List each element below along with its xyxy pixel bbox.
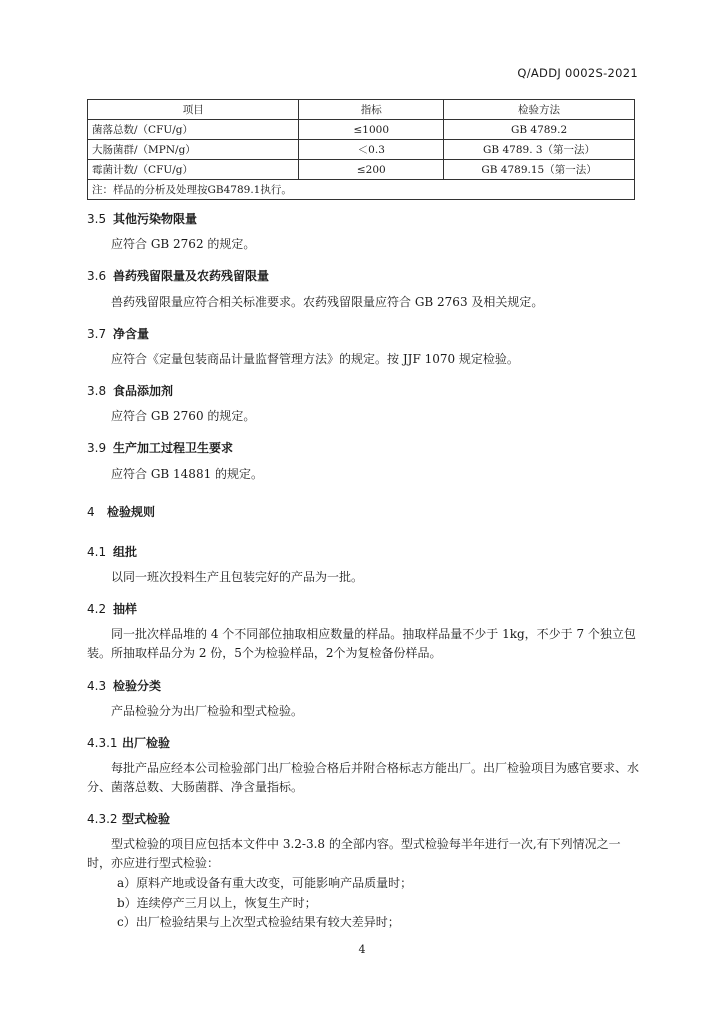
- section-heading-3-6: [87, 267, 269, 284]
- table-row: [88, 160, 635, 180]
- section-text-3-8: 应符合 GB 2760 的规定。: [111, 409, 256, 423]
- table-cell: ≤200: [299, 160, 444, 180]
- list-item: b）连续停产三月以上，恢复生产时；: [117, 896, 317, 910]
- table-cell: 菌落总数/（CFU/g）: [88, 120, 299, 140]
- table-cell: 大肠菌群/（MPN/g）: [88, 140, 299, 160]
- section-number: 4.3: [87, 679, 107, 693]
- table-note: 注：样品的分析及处理按GB4789.1执行。: [88, 180, 635, 200]
- section-text-4-3-1: 每批产品应经本公司检验部门出厂检验合格后并附合格标志方能出厂。出厂检验项目为感官要求、水分、菌落总数、大肠菌群、净含量指标。: [87, 761, 640, 794]
- table-header-cell: 项目: [88, 100, 299, 120]
- section-heading-4-3-1: [87, 734, 170, 751]
- table-header-row: [88, 100, 635, 120]
- section-heading-3-9: [87, 439, 233, 456]
- table-cell: 霉菌计数/（CFU/g）: [88, 160, 299, 180]
- table-header-cell: 指标: [299, 100, 444, 120]
- section-number: 3.7: [87, 327, 107, 341]
- table-cell: GB 4789. 3（第一法）: [444, 140, 635, 160]
- table-row: [88, 120, 635, 140]
- section-heading-3-8: [87, 382, 173, 399]
- section-text-3-9: 应符合 GB 14881 的规定。: [111, 467, 264, 481]
- table-cell: ≤1000: [299, 120, 444, 140]
- section-title: 其他污染物限量: [113, 212, 198, 226]
- section-title: 抽样: [113, 602, 138, 616]
- section-title: 生产加工过程卫生要求: [113, 441, 234, 455]
- section-number: 3.5: [87, 212, 107, 226]
- microbial-limits-table: [87, 99, 635, 200]
- section-heading-4-1: [87, 543, 137, 560]
- document-code: Q/ADDJ 0002S-2021: [517, 66, 638, 80]
- table-note-row: [88, 180, 635, 200]
- table-cell: ＜0.3: [299, 140, 444, 160]
- section-title: 检验规则: [107, 505, 156, 519]
- section-number: 4.2: [87, 602, 107, 616]
- section-number: 4.1: [87, 545, 107, 559]
- section-heading-3-5: [87, 210, 197, 227]
- section-heading-4-2: [87, 600, 137, 617]
- section-number: 3.6: [87, 269, 107, 283]
- section-title: 出厂检验: [122, 736, 171, 750]
- section-title: 净含量: [113, 327, 150, 341]
- section-text-4-3-2: 型式检验的项目应包括本文件中 3.2-3.8 的全部内容。型式检验每半年进行一次,有下列情况之一时，亦应进行型式检验：: [87, 837, 621, 870]
- section-text-3-7: 应符合《定量包装商品计量监督管理方法》的规定。按 JJF 1070 规定检验。: [111, 352, 519, 366]
- section-text-3-5: 应符合 GB 2762 的规定。: [111, 237, 256, 251]
- section-text-3-6: 兽药残留限量应符合相关标准要求。农药残留限量应符合 GB 2763 及相关规定。: [111, 295, 544, 309]
- section-text-4-3: 产品检验分为出厂检验和型式检验。: [111, 704, 304, 718]
- list-item: a）原料产地或设备有重大改变，可能影响产品质量时；: [117, 876, 413, 890]
- list-item: c）出厂检验结果与上次型式检验结果有较大差异时；: [117, 915, 400, 929]
- section-title: 检验分类: [113, 679, 162, 693]
- page-number: 4: [358, 943, 366, 956]
- section-title: 食品添加剂: [113, 384, 174, 398]
- table-row: [88, 140, 635, 160]
- section-number: 4.3.2: [87, 812, 118, 826]
- table-cell: GB 4789.15（第一法）: [444, 160, 635, 180]
- section-heading-4: [87, 503, 155, 520]
- section-heading-4-3: [87, 677, 161, 694]
- table-cell: GB 4789.2: [444, 120, 635, 140]
- section-title: 型式检验: [122, 812, 171, 826]
- section-number: 3.9: [87, 441, 107, 455]
- section-number: 4.3.1: [87, 736, 118, 750]
- section-text-4-1: 以同一班次投料生产且包装完好的产品为一批。: [111, 570, 364, 584]
- section-title: 兽药残留限量及农药残留限量: [113, 269, 270, 283]
- table-header-cell: 检验方法: [444, 100, 635, 120]
- section-heading-3-7: [87, 325, 149, 342]
- section-title: 组批: [113, 545, 138, 559]
- section-heading-4-3-2: [87, 810, 170, 827]
- section-number: 3.8: [87, 384, 107, 398]
- section-number: 4: [87, 505, 95, 519]
- section-text-4-2: 同一批次样品堆的 4 个不同部位抽取相应数量的样品。抽取样品量不少于 1kg，不少于 7 个独立包装。所抽取样品分为 2 份，5个为检验样品，2个为复检备份样品。: [87, 627, 636, 660]
